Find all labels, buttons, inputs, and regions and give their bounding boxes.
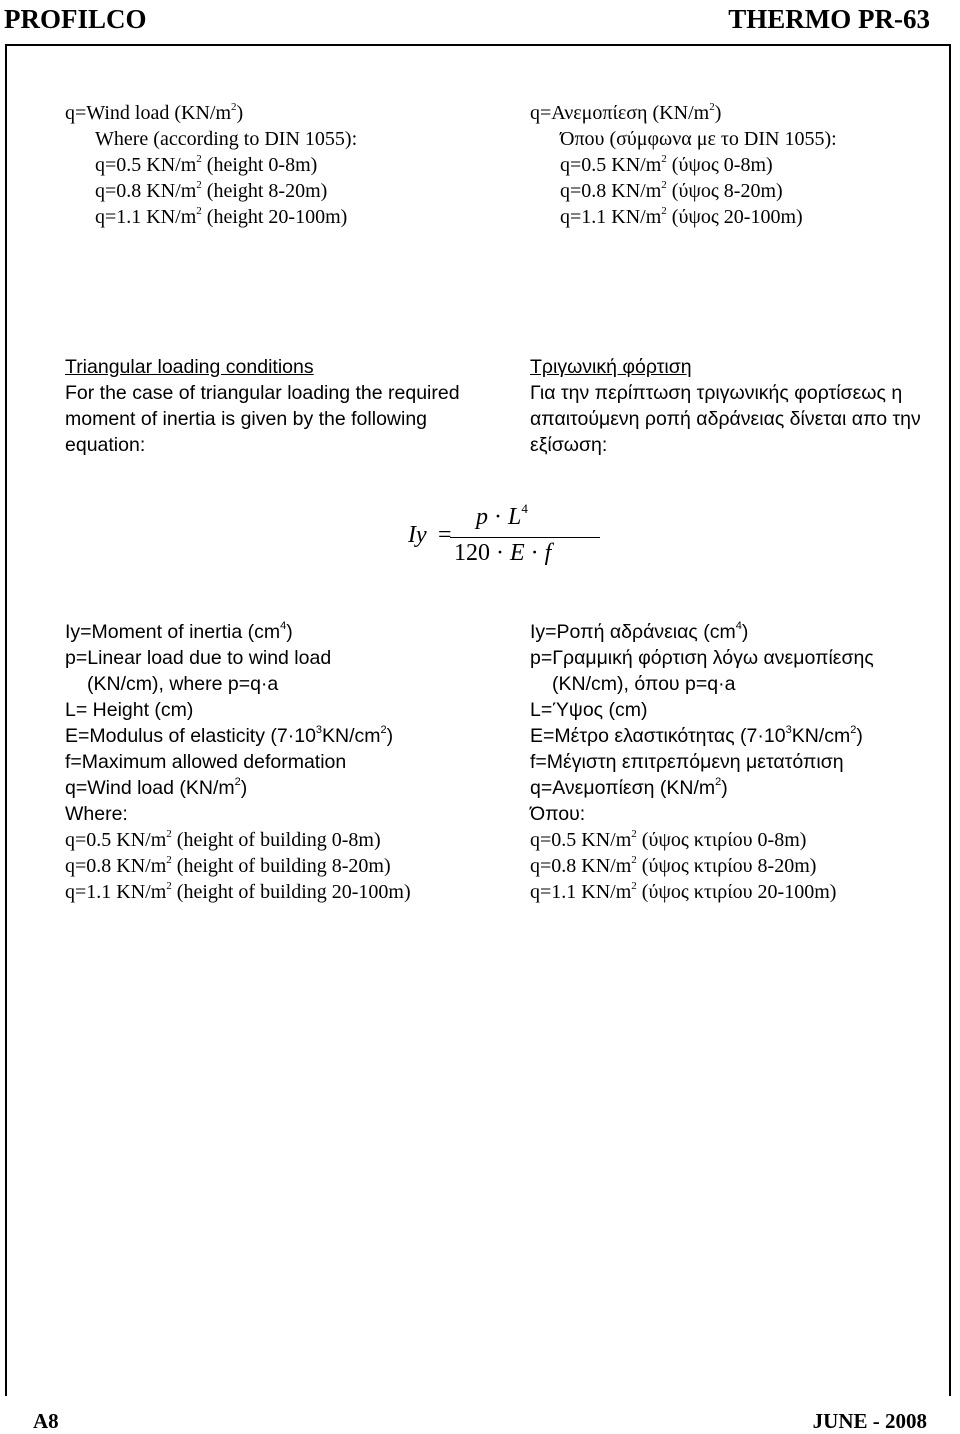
triangular-text-en: For the case of triangular loading the required (65, 382, 460, 404)
var-q-row-gr: q=0.8 $KN/m^2$ (ύψος κτιρίου 8-20m) (530, 854, 817, 877)
triangular-text-gr: απαιτούμενη ροπή αδράνειας δίνεται απο την (530, 408, 921, 430)
triangular-en (65, 354, 460, 458)
var-q-row-en: q=1.1 $KN/m^2$ (height of building 20-100m) (65, 880, 411, 903)
var-q-gr: q=Ανεμοπίεση $(KN/m^2)$ (530, 776, 728, 799)
wind-row-gr: q=0.8 $KN/m^2$ (ύψος 8-20m) (560, 179, 783, 202)
publication-date: JUNE - 2008 (812, 1409, 927, 1433)
brand-title: PROFILCO (4, 4, 147, 34)
var-q-row-en: q=0.5 $KN/m^2$ (height of building 0-8m) (65, 828, 381, 851)
formula-lhs: Iy (408, 522, 427, 548)
triangular-text-gr: εξίσωση: (530, 434, 608, 456)
var-iy-gr: Iy=Ροπή αδράνειας $(cm^4)$ (530, 620, 749, 643)
wind-row-en: q=0.8 $KN/m^2$ (height 8-20m) (95, 179, 328, 202)
wind-load-en (65, 100, 357, 230)
var-e-en: E=Modulus of elasticity $(7\cdot 10^3KN/cm^2)$ (65, 724, 394, 747)
var-q-row-gr: q=0.5 $KN/m^2$ (ύψος κτιρίου 0-8m) (530, 828, 807, 851)
page-header (0, 0, 960, 40)
product-model: THERMO PR-63 (728, 4, 930, 34)
var-q-row-en: q=0.8 $KN/m^2$ (height of building 8-20m) (65, 854, 391, 877)
var-q-en: q=Wind load $(KN/m^2)$ (65, 776, 248, 799)
formula-equals: = (438, 522, 452, 548)
var-l-en: L= Height (cm) (65, 699, 194, 721)
wind-row-en: q=0.5 $KN/m^2$ (height 0-8m) (95, 153, 318, 176)
triangular-heading-en: Triangular loading conditions (65, 356, 314, 378)
page-number: A8 (33, 1409, 59, 1433)
triangular-text-en: moment of inertia is given by the following (65, 408, 428, 430)
triangular-text-gr: Για την περίπτωση τριγωνικής φορτίσεως η (530, 382, 903, 404)
var-f-en: f=Maximum allowed deformation (65, 751, 347, 773)
fraction-bar (450, 537, 600, 538)
variables-en (65, 619, 411, 905)
variables-gr (530, 619, 874, 905)
inertia-formula (400, 500, 600, 580)
var-p-en: p=Linear load due to wind load (65, 647, 332, 669)
wind-row-gr: q=0.5 $KN/m^2$ (ύψος 0-8m) (560, 153, 773, 176)
var-p-gr: p=Γραμμική φόρτιση λόγω ανεμοπίεσης (530, 647, 874, 669)
var-f-gr: f=Μέγιστη επιτρεπόμενη μετατόπιση (530, 751, 844, 773)
wind-title-gr: q=Ανεμοπίεση $(KN/m^2)$ (530, 101, 722, 124)
wind-row-gr: q=1.1 $KN/m^2$ (ύψος 20-100m) (560, 205, 803, 228)
var-where-gr: Όπου: (530, 803, 586, 825)
wind-where-en: Where (according to DIN 1055): (95, 128, 358, 150)
var-iy-en: Iy=Moment of inertia $(cm^4)$ (65, 620, 293, 643)
var-p-unit-en: (KN/cm), where p=q·a (87, 673, 279, 695)
formula-numerator: $p \cdot L^4$ (476, 501, 528, 530)
var-where-en: Where: (65, 803, 128, 825)
triangular-heading-gr: Τριγωνική φόρτιση (530, 356, 692, 378)
triangular-gr (530, 354, 921, 458)
wind-title-en: q=Wind load $(KN/m^2)$ (65, 101, 244, 124)
var-q-row-gr: q=1.1 $KN/m^2$ (ύψος κτιρίου 20-100m) (530, 880, 837, 903)
formula-denominator: 120 · E · f (454, 540, 552, 566)
wind-where-gr: Όπου (σύμφωνα με το DIN 1055): (560, 128, 837, 150)
var-l-gr: L=Ύψος (cm) (530, 699, 648, 721)
var-e-gr: E=Μέτρο ελαστικότητας $(7\cdot 10^3KN/cm^2)$ (530, 724, 863, 747)
wind-load-gr (530, 100, 837, 230)
triangular-text-en: equation: (65, 434, 146, 456)
wind-row-en: q=1.1 $KN/m^2$ (height 20-100m) (95, 205, 348, 228)
var-p-unit-gr: (KN/cm), όπου p=q·a (552, 673, 736, 695)
